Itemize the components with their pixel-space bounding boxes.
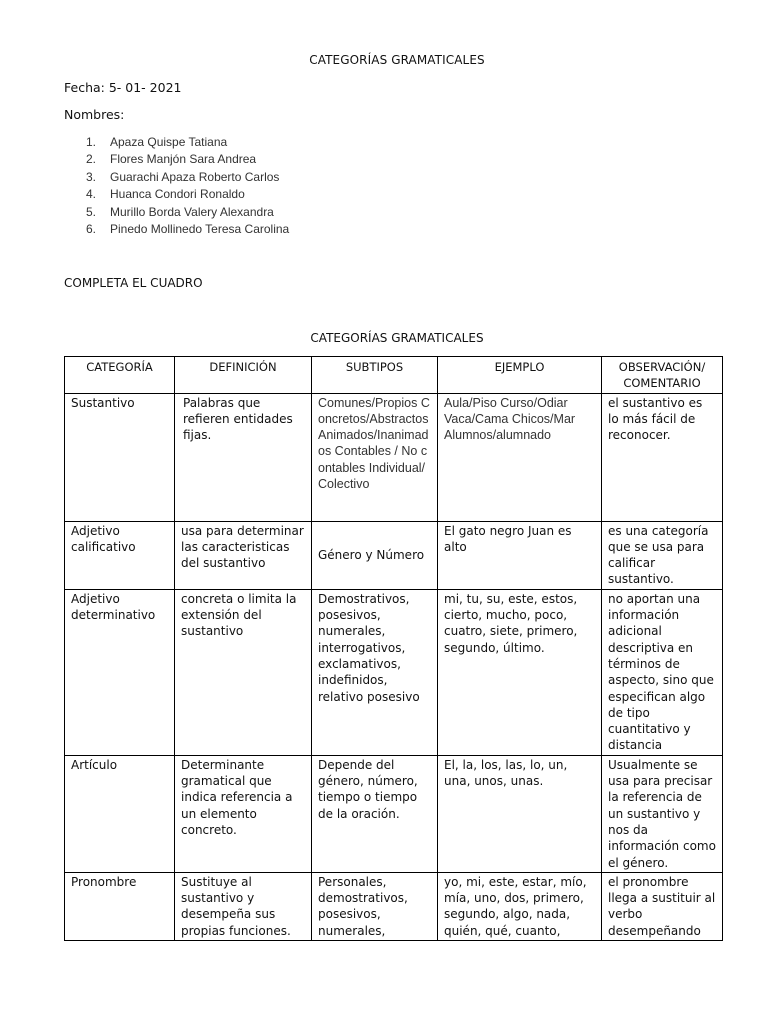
student-name: Huanca Condori Ronaldo — [110, 187, 245, 202]
list-item — [86, 151, 289, 168]
header-categoria: CATEGORÍA — [65, 357, 175, 394]
cell-observacion: es una categoría que se usa para calificar sustantivo. — [602, 521, 723, 589]
table-title: CATEGORÍAS GRAMATICALES — [310, 331, 484, 345]
list-number: 6. — [86, 221, 97, 236]
cell-definicion: usa para determinar las caracteristicas del sustantivo — [175, 521, 312, 589]
list-item — [86, 204, 289, 221]
header-definicion: DEFINICIÓN — [175, 357, 312, 394]
table-row — [65, 872, 723, 940]
student-name: Apaza Quispe Tatiana — [110, 135, 228, 149]
cell-categoria: Adjetivo calificativo — [65, 521, 175, 589]
cell-categoria: Pronombre — [65, 872, 175, 940]
cell-definicion: Determinante gramatical que indica referencia a un elemento concreto. — [175, 755, 312, 872]
cell-definicion: concreta o limita la extensión del sustantivo — [175, 589, 312, 755]
list-item — [86, 221, 289, 238]
cell-subtipos: Depende del género, número, tiempo o tiempo de la oración. — [312, 755, 438, 872]
cell-subtipos: Comunes/Propios Concretos/Abstractos Animados/Inanimados Contables / No contables Individual/ Colectivo — [312, 393, 438, 521]
cell-observacion: Usualmente se usa para precisar la referencia de un sustantivo y nos da información como el género. — [602, 755, 723, 872]
list-number: 3. — [86, 169, 97, 184]
list-number: 5. — [86, 204, 97, 219]
cell-ejemplo: mi, tu, su, este, estos, cierto, mucho, poco, cuatro, siete, primero, segundo, último. — [438, 589, 602, 755]
student-name: Guarachi Apaza Roberto Carlos — [110, 169, 280, 184]
cell-subtipos: Demostrativos, posesivos, numerales, interrogativos, exclamativos, indefinidos, relativo posesivo — [312, 589, 438, 755]
table-header-row — [65, 357, 723, 394]
names-list — [86, 134, 289, 238]
list-number: 2. — [86, 152, 97, 167]
header-subtipos: SUBTIPOS — [312, 357, 438, 394]
cell-subtipos: Personales, demostrativos, posesivos, numerales, — [312, 872, 438, 940]
instruction-text: COMPLETA EL CUADRO — [64, 276, 203, 290]
cell-observacion: el pronombre llega a sustituir al verbo desempeñando — [602, 872, 723, 940]
list-number: 4. — [86, 187, 97, 202]
grammar-table — [64, 356, 723, 941]
cell-observacion: el sustantivo es lo más fácil de reconocer. — [602, 393, 723, 521]
cell-observacion: no aportan una información adicional descriptiva en términos de aspecto, sino que especifican algo de tipo cuantitativo y distancia — [602, 589, 723, 755]
table-row — [65, 521, 723, 589]
list-item — [86, 134, 289, 151]
student-name: Flores Manjón Sara Andrea — [110, 152, 257, 167]
cell-ejemplo: Aula/Piso Curso/Odiar Vaca/Cama Chicos/Mar Alumnos/alumnado — [438, 393, 602, 521]
cell-ejemplo: El, la, los, las, lo, un, una, unos, unas. — [438, 755, 602, 872]
student-name: Pinedo Mollinedo Teresa Carolina — [110, 221, 290, 236]
names-label: Nombres: — [64, 107, 125, 122]
header-ejemplo: EJEMPLO — [438, 357, 602, 394]
student-name: Murillo Borda Valery Alexandra — [110, 204, 274, 219]
table-row — [65, 393, 723, 521]
document-title: CATEGORÍAS GRAMATICALES — [309, 53, 485, 67]
cell-ejemplo: El gato negro Juan es alto — [438, 521, 602, 589]
date-line: Fecha: 5- 01- 2021 — [64, 80, 182, 95]
list-item — [86, 169, 289, 186]
cell-subtipos: Género y Número — [312, 521, 438, 589]
table-row — [65, 755, 723, 872]
cell-categoria: Adjetivo determinativo — [65, 589, 175, 755]
cell-definicion: Palabras que refieren entidades fijas. — [175, 393, 312, 521]
cell-ejemplo: yo, mi, este, estar, mío, mía, uno, dos, primero, segundo, algo, nada, quién, qué, cuanto, — [438, 872, 602, 940]
table-row — [65, 589, 723, 755]
cell-definicion: Sustituye al sustantivo y desempeña sus propias funciones. — [175, 872, 312, 940]
header-observacion: OBSERVACIÓN/ COMENTARIO — [602, 357, 723, 394]
cell-categoria: Artículo — [65, 755, 175, 872]
list-number: 1. — [86, 135, 97, 149]
list-item — [86, 186, 289, 203]
cell-categoria: Sustantivo — [65, 393, 175, 521]
